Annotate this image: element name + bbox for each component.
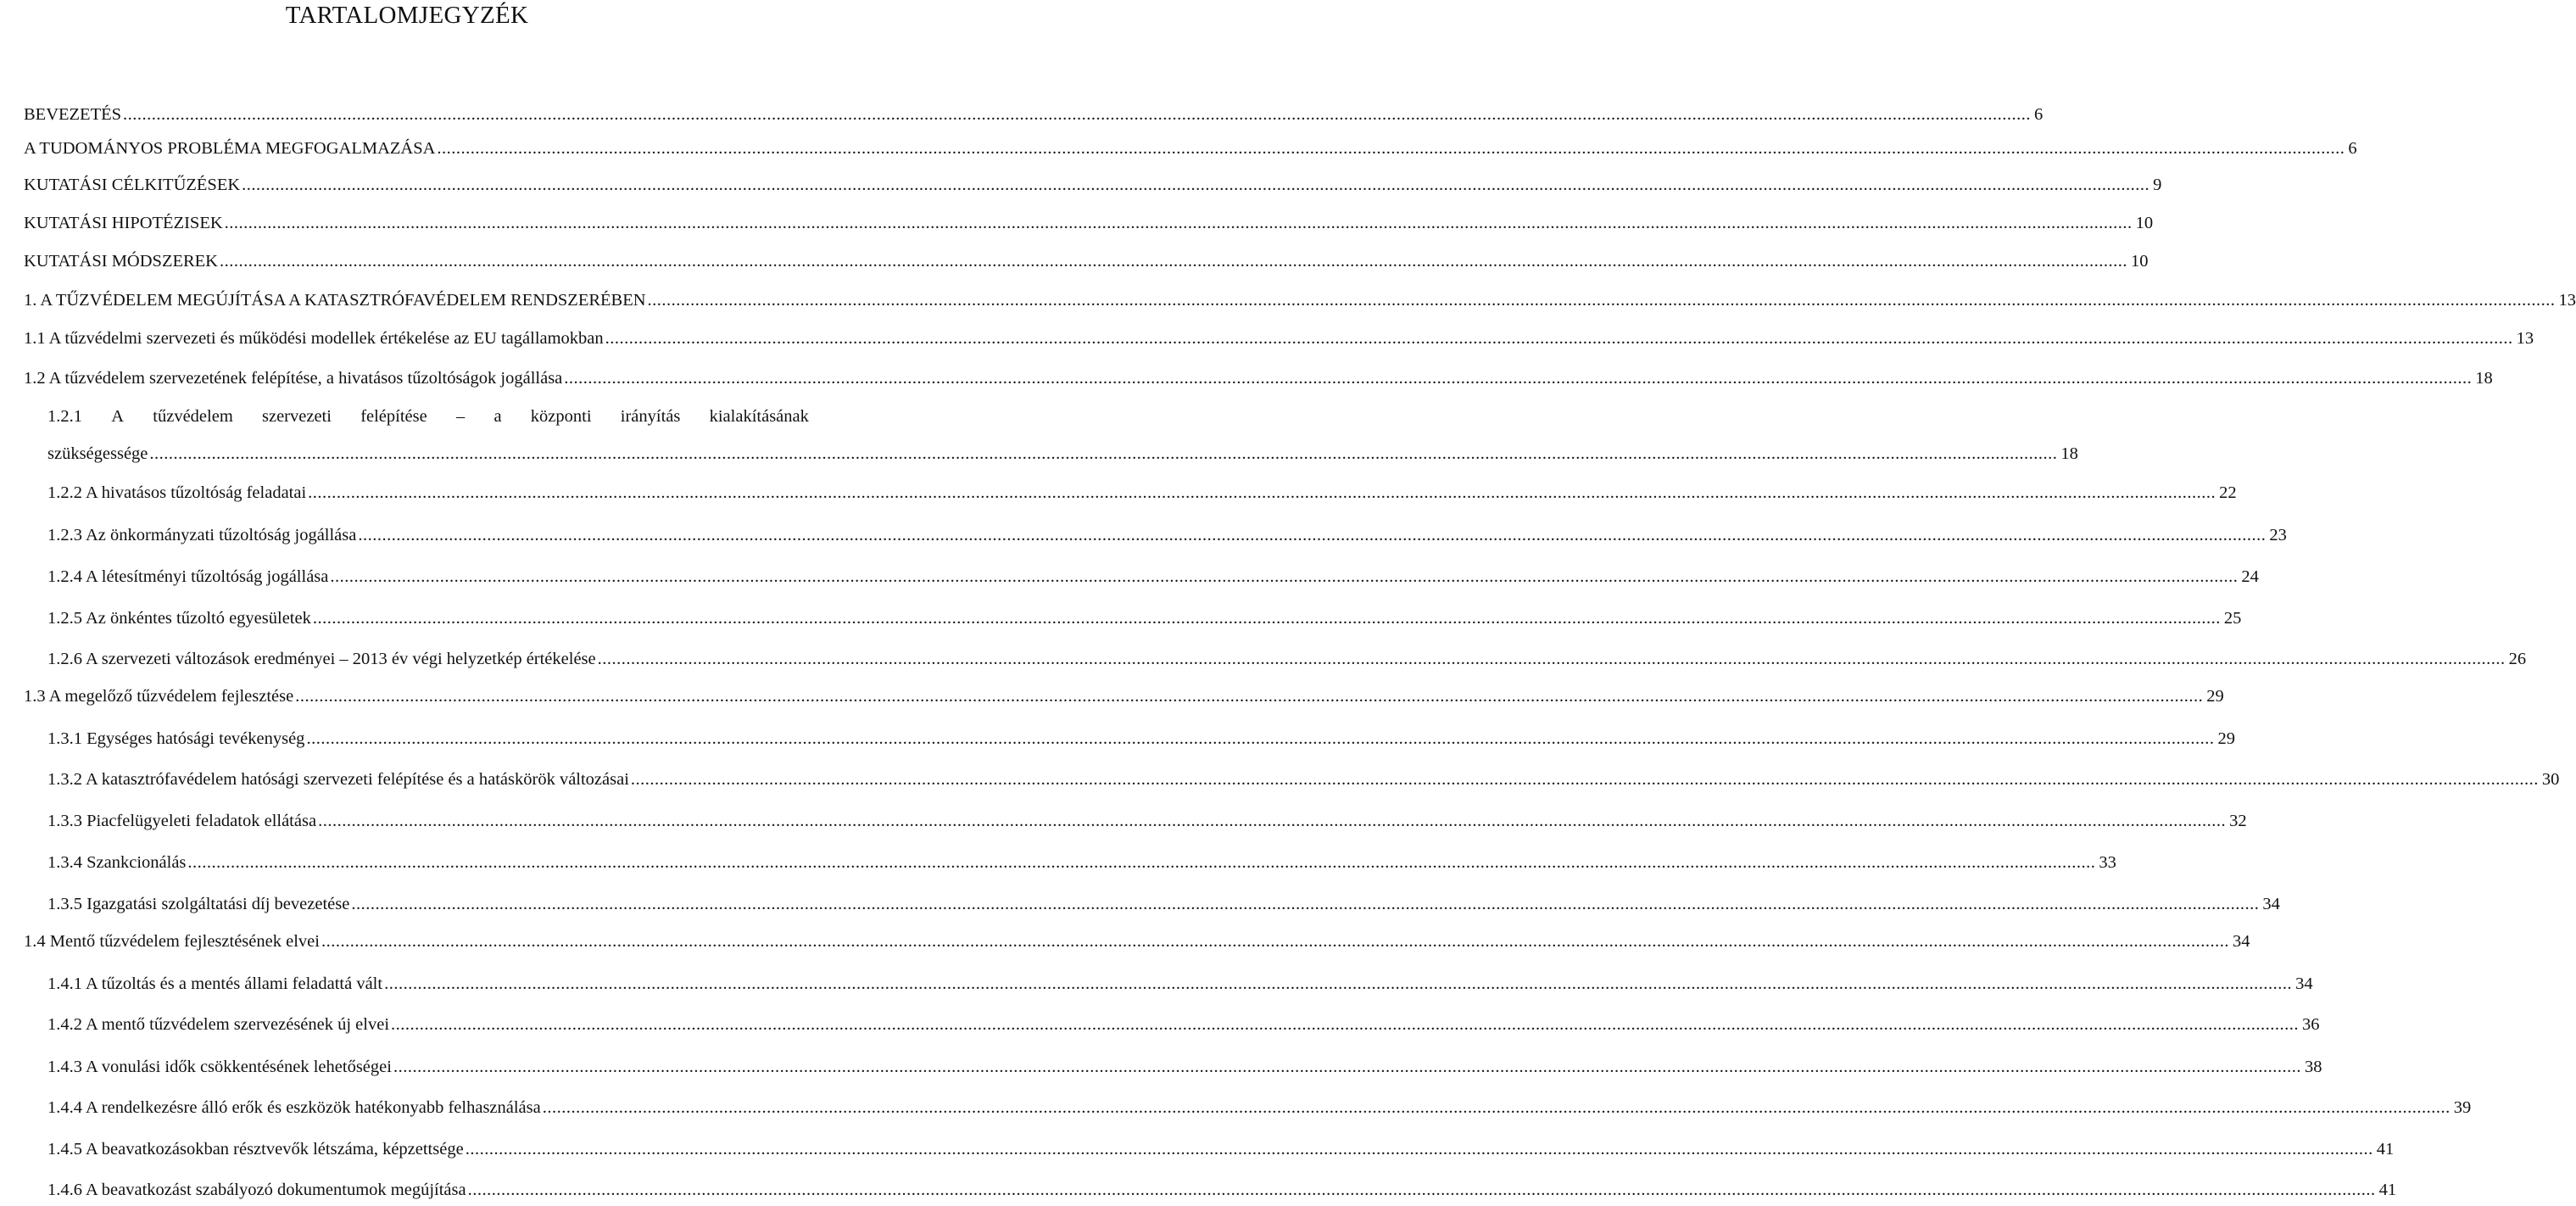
toc-entry-label: 1.2.2 A hivatásos tűzoltóság feladatai [47,483,307,502]
toc-entry[interactable] [24,212,2154,234]
toc-entry-word: A [111,407,125,426]
toc-dot-leader: ................................................................................................................................................................................................................................................................................................................................................................................................................ [351,895,2260,913]
toc-page-number: 39 [2453,1098,2472,1117]
toc-entry[interactable] [47,1097,2472,1119]
toc-entry[interactable] [47,524,2287,546]
toc-entry[interactable] [24,289,2576,311]
toc-entry[interactable] [47,728,2235,750]
toc-page-number: 30 [2541,770,2560,789]
toc-entry[interactable] [47,973,2313,995]
toc-entry[interactable] [47,893,2280,915]
toc-dot-leader: ................................................................................................................................................................................................................................................................................................................................................................................................................ [187,853,2096,872]
toc-dot-leader: ................................................................................................................................................................................................................................................................................................................................................................................................................ [149,444,2058,463]
toc-entry-label: 1.3.5 Igazgatási szolgáltatási díj bevezetése [47,895,350,913]
toc-page-number: 23 [2269,526,2287,544]
toc-entry-label: KUTATÁSI MÓDSZEREK [24,252,218,271]
toc-entry[interactable] [24,367,2493,389]
toc-dot-leader: ................................................................................................................................................................................................................................................................................................................................................................................................................ [219,252,2127,271]
toc-entry[interactable] [47,851,2116,874]
toc-entry[interactable] [24,250,2149,272]
toc-page-number: 41 [2376,1140,2395,1159]
toc-entry-label: 1.4.6 A beavatkozást szabályozó dokumentumok megújítása [47,1181,466,1199]
toc-page-number: 10 [2135,214,2154,232]
toc-entry[interactable] [24,685,2224,707]
toc-dot-leader: ................................................................................................................................................................................................................................................................................................................................................................................................................ [647,291,2556,310]
toc-entry[interactable] [47,810,2247,832]
toc-page-number: 26 [2508,650,2527,668]
toc-entry-label: 1.3.2 A katasztrófavédelem hatósági szervezeti felépítése és a hatáskörök változásai [47,770,629,789]
toc-entry-label: 1.3.3 Piacfelügyeleti feladatok ellátása [47,812,317,830]
toc-entry[interactable] [47,566,2259,588]
toc-entry-word: kialakításának [709,407,809,426]
toc-page-number: 34 [2232,932,2250,951]
toc-entry-word: irányítás [620,407,681,426]
toc-entry[interactable] [24,137,2357,159]
toc-entry-word: tűzvédelem [153,407,233,426]
toc-entry-label: 1.4.2 A mentő tűzvédelem szervezésének új elvei [47,1015,390,1034]
toc-entry-word: központi [530,407,592,426]
toc-entry[interactable] [47,1179,2397,1201]
toc-entry[interactable] [47,482,2237,504]
toc-entry-label: 1. A TŰZVÉDELEM MEGÚJÍTÁSA A KATASZTRÓFAVÉDELEM RENDSZERÉBEN [24,291,646,310]
toc-entry-label: 1.2.6 A szervezeti változások eredményei – 2013 év végi helyzetkép értékelése [47,650,596,668]
toc-entry-word: felépítése [360,407,427,426]
toc-entry[interactable] [24,327,2534,349]
toc-entry-label: 1.1 A tűzvédelmi szervezeti és működési modellek értékelése az EU tagállamokban [24,329,604,348]
toc-entry-label: 1.4 Mentő tűzvédelem fejlesztésének elvei [24,932,320,951]
toc-entry[interactable] [47,443,2078,465]
toc-entry-label: 1.4.3 A vonulási idők csökkentésének lehetőségei [47,1058,392,1076]
toc-entry-word: a [493,407,502,426]
toc-page-number: 36 [2302,1015,2320,1034]
toc-entry-label: KUTATÁSI HIPOTÉZISEK [24,214,223,232]
toc-page-number: 6 [2348,139,2357,158]
toc-dot-leader: ................................................................................................................................................................................................................................................................................................................................................................................................................ [597,650,2506,668]
toc-dot-leader: ................................................................................................................................................................................................................................................................................................................................................................................................................ [358,526,2267,544]
toc-entry[interactable] [24,103,2044,126]
toc-entry[interactable] [47,1138,2395,1160]
toc-dot-leader: ................................................................................................................................................................................................................................................................................................................................................................................................................ [393,1058,2301,1076]
toc-page-number: 34 [2262,895,2280,913]
toc-entry-word: – [455,407,466,426]
toc-page-number: 29 [2217,729,2235,748]
toc-page-number: 13 [2558,291,2576,310]
toc-entry[interactable] [47,607,2242,629]
toc-dot-leader: ................................................................................................................................................................................................................................................................................................................................................................................................................ [306,729,2215,748]
toc-dot-leader: ................................................................................................................................................................................................................................................................................................................................................................................................................ [295,687,2204,706]
toc-entry-label: 1.4.5 A beavatkozásokban résztvevők létszáma, képzettsége [47,1140,464,1159]
toc-page-number: 24 [2241,567,2259,586]
toc-entry-label: 1.2.5 Az önkéntes tűzoltó egyesületek [47,609,311,628]
toc-entry-label: 1.4.4 A rendelkezésre álló erők és eszközök hatékonyabb felhasználása [47,1098,541,1117]
toc-entry-label: 1.3.1 Egységes hatósági tevékenység [47,729,305,748]
toc-entry-word: szervezeti [262,407,332,426]
toc-entry-label: szükségessége [47,444,148,463]
toc-entry-label: 1.2 A tűzvédelem szervezetének felépítése, a hivatásos tűzoltóságok jogállása [24,369,563,388]
toc-entry-wrapped-line-1[interactable] [47,405,809,427]
toc-dot-leader: ................................................................................................................................................................................................................................................................................................................................................................................................................ [630,770,2539,789]
toc-dot-leader: ................................................................................................................................................................................................................................................................................................................................................................................................................ [384,974,2293,993]
toc-dot-leader: ................................................................................................................................................................................................................................................................................................................................................................................................................ [123,105,2032,124]
toc-dot-leader: ................................................................................................................................................................................................................................................................................................................................................................................................................ [542,1098,2451,1117]
toc-entry[interactable] [24,174,2162,196]
toc-entry[interactable] [47,1013,2320,1036]
toc-entry-label: KUTATÁSI CÉLKITŰZÉSEK [24,176,241,194]
toc-dot-leader: ................................................................................................................................................................................................................................................................................................................................................................................................................ [318,812,2227,830]
toc-entry[interactable] [24,930,2250,952]
page-title: TARTALOMJEGYZÉK [285,2,529,29]
toc-entry-label: 1.3 A megelőző tűzvédelem fejlesztése [24,687,294,706]
toc-dot-leader: ................................................................................................................................................................................................................................................................................................................................................................................................................ [467,1181,2376,1199]
toc-entry-label: BEVEZETÉS [24,105,122,124]
toc-page-number: 6 [2034,105,2044,124]
toc-page-number: 10 [2130,252,2149,271]
toc-page-number: 38 [2304,1058,2322,1076]
toc-page-number: 41 [2378,1181,2397,1199]
toc-dot-leader: ................................................................................................................................................................................................................................................................................................................................................................................................................ [437,139,2345,158]
toc-dot-leader: ................................................................................................................................................................................................................................................................................................................................................................................................................ [312,609,2221,628]
toc-entry-label: 1.2.4 A létesítményi tűzoltóság jogállása [47,567,329,586]
toc-page-number: 18 [2060,444,2078,463]
toc-entry-label: 1.3.4 Szankcionálás [47,853,187,872]
toc-dot-leader: ................................................................................................................................................................................................................................................................................................................................................................................................................ [564,369,2473,388]
toc-dot-leader: ................................................................................................................................................................................................................................................................................................................................................................................................................ [308,483,2216,502]
toc-dot-leader: ................................................................................................................................................................................................................................................................................................................................................................................................................ [465,1140,2373,1159]
toc-dot-leader: ................................................................................................................................................................................................................................................................................................................................................................................................................ [391,1015,2300,1034]
toc-page-number: 29 [2206,687,2224,706]
toc-page-number: 13 [2516,329,2534,348]
toc-page-number: 34 [2295,974,2313,993]
toc-page-number: 22 [2219,483,2237,502]
toc-dot-leader: ................................................................................................................................................................................................................................................................................................................................................................................................................ [330,567,2239,586]
toc-dot-leader: ................................................................................................................................................................................................................................................................................................................................................................................................................ [242,176,2150,194]
toc-dot-leader: ................................................................................................................................................................................................................................................................................................................................................................................................................ [321,932,2229,951]
toc-page-number: 33 [2099,853,2116,872]
toc-entry[interactable] [47,1056,2322,1078]
toc-entry-label: A TUDOMÁNYOS PROBLÉMA MEGFOGALMAZÁSA [24,139,436,158]
toc-dot-leader: ................................................................................................................................................................................................................................................................................................................................................................................................................ [605,329,2513,348]
toc-dot-leader: ................................................................................................................................................................................................................................................................................................................................................................................................................ [224,214,2133,232]
toc-entry[interactable] [47,768,2560,790]
toc-entry-word: 1.2.1 [47,407,82,426]
toc-entry[interactable] [47,648,2527,670]
toc-page-number: 25 [2223,609,2242,628]
toc-entry-label: 1.2.3 Az önkormányzati tűzoltóság jogállása [47,526,357,544]
toc-page-number: 32 [2229,812,2247,830]
toc-entry-label: 1.4.1 A tűzoltás és a mentés állami feladattá vált [47,974,383,993]
toc-page-number: 18 [2475,369,2493,388]
toc-page-number: 9 [2153,176,2162,194]
